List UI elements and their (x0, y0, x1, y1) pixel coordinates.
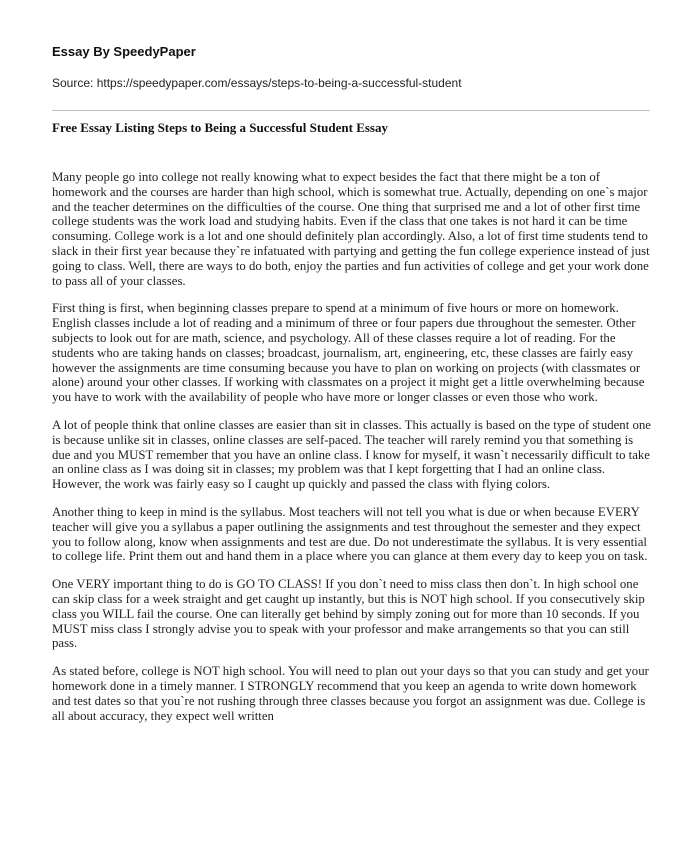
essay-paragraph: As stated before, college is NOT high school. You will need to plan out your days so that you can study and get your homework done in a timely manner. I STRONGLY recommend that you keep an agenda to write down homework and test dates so that you`re not rushing through three classes because you forgot an assignment was due. College is all about accuracy, they expect well written (52, 664, 649, 723)
essay-paragraph: Many people go into college not really knowing what to expect besides the fact that there might be a ton of homework and the courses are harder than high school, which is somewhat true. Actually, depending on one`s major and the teacher determines on the difficulties of the course. One thing that surprised me and a lot of other first time college students was the work load and studying habits. Even if the class that one takes is not hard it can be time consuming. College work is a lot and one should definitely plan accordingly. Also, a lot of first time students tend to slack in their first year because they`re infatuated with partying and getting the fun college experience instead of just going to class. Well, there are ways to do both, enjoy the parties and fun activities of college and get your work done to pass all of your classes. (52, 170, 650, 288)
document-brand: Essay By SpeedyPaper (52, 44, 196, 59)
essay-title: Free Essay Listing Steps to Being a Successful Student Essay (52, 120, 388, 135)
essay-paragraph: Another thing to keep in mind is the syllabus. Most teachers will not tell you what is due or when because EVERY teacher will give you a syllabus a paper outlining the assignments and test throughout the semester and they expect you to follow along, know when assignments and test are due. Do not underestimate the syllabus. It is very essential to college life. Print them out and hand them in a place where you can glance at them every day to keep you on task. (52, 504, 648, 564)
essay-body (52, 170, 652, 736)
header-divider (52, 110, 650, 111)
essay-paragraph: First thing is first, when beginning classes prepare to spend at a minimum of five hours or more on homework. English classes include a lot of reading and a minimum of three or four papers due throughout the semester. Other subjects to look out for are math, science, and psychology. All of these classes require a lot of reading. For the students who are taking hands on classes; broadcast, journalism, art, engineering, etc, these classes are fairly easy however the assignments are time consuming because you have to plan on working on projects (with classmates or alone) around your other classes. If working with classmates on a project it might get a little overwhelming because you have to work with the availability of people who have more or longer classes or even those who work. (52, 301, 645, 405)
essay-paragraph: One VERY important thing to do is GO TO CLASS! If you don`t need to miss class then don`t. In high school one can skip class for a week straight and get caught up instantly, but this is NOT high school. If you consecutively skip class you WILL fail the course. One can literally get behind by simply zoning out for more than 10 seconds. If you MUST miss class I strongly advise you to speak with your professor and make arrangements so that you can still pass. (52, 577, 645, 651)
source-url: Source: https://speedypaper.com/essays/steps-to-being-a-successful-student (52, 76, 462, 90)
essay-paragraph: A lot of people think that online classes are easier than sit in classes. This actually is based on the type of student one is because unlike sit in classes, online classes are self-paced. The teacher will rarely remind you that something is due and you MUST remember that you have an online class. I know for myself, it wasn`t necessarily difficult to take an online class as I was doing sit in classes; my problem was that I kept forgetting that I had an online class. However, the work was fairly easy so I caught up quickly and passed the class with flying colors. (52, 417, 651, 492)
